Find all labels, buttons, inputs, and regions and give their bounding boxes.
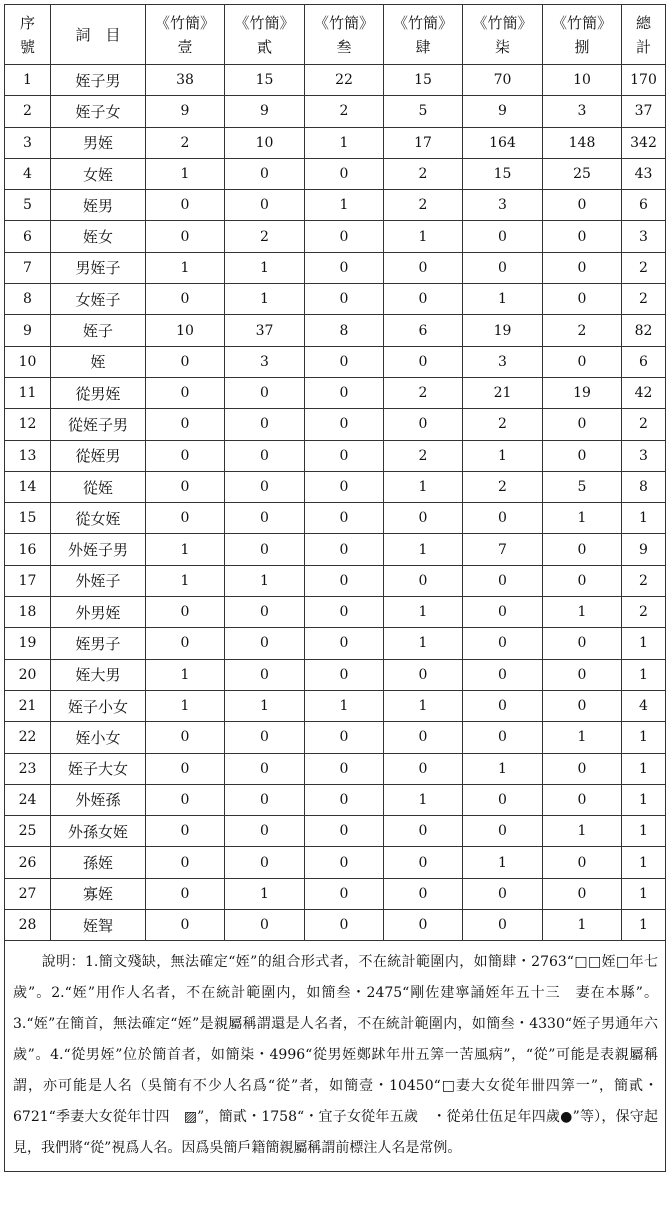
row-count-cell: 3 [463, 190, 543, 221]
row-seq-cell: 3 [5, 127, 51, 158]
row-term-cell: 姪子男 [51, 65, 146, 96]
row-count-cell: 0 [305, 252, 384, 283]
row-count-cell: 1 [225, 565, 305, 596]
row-count-cell: 0 [463, 784, 543, 815]
row-count-cell: 1 [225, 284, 305, 315]
row-count-cell: 0 [146, 377, 225, 408]
row-total-cell: 342 [622, 127, 666, 158]
row-count-cell: 38 [146, 65, 225, 96]
row-term-cell: 姪男子 [51, 628, 146, 659]
row-count-cell: 1 [384, 471, 463, 502]
row-seq-cell: 8 [5, 284, 51, 315]
row-count-cell: 1 [543, 597, 622, 628]
row-count-cell: 0 [305, 346, 384, 377]
table-row [5, 847, 666, 878]
row-count-cell: 0 [543, 409, 622, 440]
row-seq-cell: 12 [5, 409, 51, 440]
row-count-cell: 0 [384, 816, 463, 847]
row-count-cell: 22 [305, 65, 384, 96]
row-count-cell: 9 [146, 96, 225, 127]
row-total-cell: 170 [622, 65, 666, 96]
row-count-cell: 1 [543, 722, 622, 753]
row-count-cell: 0 [146, 597, 225, 628]
row-count-cell: 0 [146, 221, 225, 252]
table-row [5, 65, 666, 96]
row-count-cell: 0 [543, 190, 622, 221]
row-count-cell: 1 [305, 690, 384, 721]
row-count-cell: 0 [225, 847, 305, 878]
row-term-cell: 姪子大女 [51, 753, 146, 784]
table-row [5, 284, 666, 315]
row-count-cell: 1 [384, 534, 463, 565]
row-count-cell: 1 [543, 503, 622, 534]
row-seq-cell: 14 [5, 471, 51, 502]
row-count-cell: 10 [146, 315, 225, 346]
row-count-cell: 0 [543, 628, 622, 659]
row-count-cell: 0 [305, 722, 384, 753]
row-count-cell: 0 [305, 565, 384, 596]
row-total-cell: 1 [622, 503, 666, 534]
row-total-cell: 6 [622, 346, 666, 377]
row-total-cell: 4 [622, 690, 666, 721]
row-term-cell: 從男姪 [51, 377, 146, 408]
table-row [5, 597, 666, 628]
row-term-cell: 姪大男 [51, 659, 146, 690]
row-count-cell: 0 [543, 565, 622, 596]
row-count-cell: 0 [543, 346, 622, 377]
header-seq: 序 號 [5, 5, 51, 65]
row-count-cell: 8 [305, 315, 384, 346]
header-vol-8: 《竹簡》 捌 [543, 5, 622, 65]
row-count-cell: 0 [543, 690, 622, 721]
row-term-cell: 姪男 [51, 190, 146, 221]
row-total-cell: 42 [622, 377, 666, 408]
row-term-cell: 姪聟 [51, 910, 146, 941]
row-count-cell: 1 [225, 690, 305, 721]
table-row [5, 878, 666, 909]
row-count-cell: 1 [146, 565, 225, 596]
row-count-cell: 0 [543, 753, 622, 784]
row-count-cell: 0 [146, 409, 225, 440]
row-total-cell: 1 [622, 628, 666, 659]
row-count-cell: 70 [463, 65, 543, 96]
table-row [5, 910, 666, 941]
row-seq-cell: 17 [5, 565, 51, 596]
row-count-cell: 0 [384, 252, 463, 283]
row-count-cell: 0 [225, 722, 305, 753]
row-count-cell: 0 [305, 471, 384, 502]
row-seq-cell: 13 [5, 440, 51, 471]
row-count-cell: 3 [543, 96, 622, 127]
row-count-cell: 0 [543, 847, 622, 878]
row-count-cell: 0 [225, 409, 305, 440]
row-count-cell: 0 [384, 847, 463, 878]
table-body [5, 65, 666, 941]
row-count-cell: 0 [225, 784, 305, 815]
table-row [5, 221, 666, 252]
header-vol-4: 《竹簡》 肆 [384, 5, 463, 65]
row-term-cell: 外姪子男 [51, 534, 146, 565]
row-count-cell: 0 [225, 440, 305, 471]
row-term-cell: 姪子女 [51, 96, 146, 127]
table-row [5, 377, 666, 408]
table-row [5, 190, 666, 221]
row-count-cell: 10 [225, 127, 305, 158]
row-total-cell: 82 [622, 315, 666, 346]
row-count-cell: 0 [146, 753, 225, 784]
table-row [5, 315, 666, 346]
row-count-cell: 0 [543, 784, 622, 815]
row-count-cell: 0 [543, 440, 622, 471]
row-count-cell: 0 [543, 252, 622, 283]
row-count-cell: 0 [543, 284, 622, 315]
row-seq-cell: 19 [5, 628, 51, 659]
row-count-cell: 0 [463, 878, 543, 909]
row-count-cell: 0 [305, 503, 384, 534]
table-row [5, 565, 666, 596]
row-count-cell: 0 [225, 503, 305, 534]
row-count-cell: 0 [463, 659, 543, 690]
header-row [5, 5, 666, 65]
row-seq-cell: 1 [5, 65, 51, 96]
row-count-cell: 21 [463, 377, 543, 408]
row-count-cell: 0 [305, 847, 384, 878]
row-seq-cell: 2 [5, 96, 51, 127]
row-count-cell: 17 [384, 127, 463, 158]
row-count-cell: 1 [543, 910, 622, 941]
row-count-cell: 0 [225, 753, 305, 784]
row-count-cell: 0 [146, 878, 225, 909]
row-count-cell: 0 [543, 659, 622, 690]
header-vol-7: 《竹簡》 柒 [463, 5, 543, 65]
row-term-cell: 姪子小女 [51, 690, 146, 721]
table-row [5, 690, 666, 721]
table-row [5, 753, 666, 784]
row-count-cell: 0 [225, 628, 305, 659]
row-count-cell: 2 [384, 190, 463, 221]
row-count-cell: 1 [146, 659, 225, 690]
row-term-cell: 外姪孫 [51, 784, 146, 815]
table-row [5, 346, 666, 377]
row-count-cell: 0 [305, 753, 384, 784]
row-count-cell: 2 [543, 315, 622, 346]
row-count-cell: 0 [305, 158, 384, 189]
row-count-cell: 148 [543, 127, 622, 158]
row-seq-cell: 16 [5, 534, 51, 565]
row-total-cell: 1 [622, 910, 666, 941]
row-term-cell: 女姪 [51, 158, 146, 189]
row-term-cell: 姪小女 [51, 722, 146, 753]
table-row [5, 158, 666, 189]
row-count-cell: 0 [225, 534, 305, 565]
row-count-cell: 0 [146, 910, 225, 941]
row-term-cell: 外姪子 [51, 565, 146, 596]
row-count-cell: 6 [384, 315, 463, 346]
row-total-cell: 2 [622, 284, 666, 315]
row-total-cell: 9 [622, 534, 666, 565]
row-seq-cell: 25 [5, 816, 51, 847]
row-seq-cell: 18 [5, 597, 51, 628]
table-row [5, 440, 666, 471]
row-total-cell: 3 [622, 440, 666, 471]
row-term-cell: 男姪 [51, 127, 146, 158]
row-count-cell: 0 [384, 409, 463, 440]
row-seq-cell: 15 [5, 503, 51, 534]
row-count-cell: 0 [463, 503, 543, 534]
row-total-cell: 1 [622, 659, 666, 690]
row-count-cell: 9 [463, 96, 543, 127]
row-count-cell: 0 [384, 753, 463, 784]
row-count-cell: 0 [305, 534, 384, 565]
row-count-cell: 1 [384, 221, 463, 252]
row-total-cell: 1 [622, 847, 666, 878]
row-count-cell: 0 [305, 221, 384, 252]
row-seq-cell: 26 [5, 847, 51, 878]
note-text: 說明：1.簡文殘缺，無法確定“姪”的組合形式者，不在統計範圍内，如簡肆・2763“□□姪□年七歲”。2.“姪”用作人名者，不在統計範圍内，如簡叁・2475“剛佐建寧誦姪年五十三 妻在本縣”。3.“姪”在簡首，無法確定“姪”是親屬稱謂還是人名者，不在統計範圍内，如簡叁・4330“姪子男通年六歲”。4.“從男姪”位於簡首者，如簡柒・4996“從男姪鄭䟣年卅五筭一苦風病”，“從”可能是表親屬稱謂，亦可能是人名（吳簡有不少人名爲“從”者，如簡壹・10450“□妻大女從年卌四筭一”，簡貳・6721“季妻大女從年廿四 ▨”，簡貳・1758“・宜子女從年五歲 ・從弟仕伍足年四歲●”等），保守起見，我們將“從”視爲人名。因爲吳簡戶籍簡親屬稱謂前標注人名是常例。 [13, 954, 658, 1157]
header-vol-2: 《竹簡》 貳 [225, 5, 305, 65]
row-term-cell: 姪 [51, 346, 146, 377]
row-term-cell: 姪子 [51, 315, 146, 346]
row-count-cell: 0 [146, 190, 225, 221]
header-term: 詞 目 [51, 5, 146, 65]
row-count-cell: 0 [225, 471, 305, 502]
table-row [5, 409, 666, 440]
row-count-cell: 0 [305, 440, 384, 471]
row-count-cell: 1 [543, 816, 622, 847]
row-count-cell: 3 [225, 346, 305, 377]
row-count-cell: 0 [225, 659, 305, 690]
row-total-cell: 1 [622, 878, 666, 909]
row-term-cell: 從姪子男 [51, 409, 146, 440]
row-count-cell: 0 [463, 910, 543, 941]
table-row [5, 722, 666, 753]
row-term-cell: 寡姪 [51, 878, 146, 909]
row-count-cell: 0 [463, 565, 543, 596]
row-count-cell: 2 [384, 158, 463, 189]
row-count-cell: 0 [384, 722, 463, 753]
header-vol-1: 《竹簡》 壹 [146, 5, 225, 65]
row-seq-cell: 23 [5, 753, 51, 784]
row-term-cell: 從姪 [51, 471, 146, 502]
row-count-cell: 0 [543, 534, 622, 565]
row-seq-cell: 24 [5, 784, 51, 815]
row-count-cell: 0 [384, 284, 463, 315]
row-count-cell: 0 [146, 440, 225, 471]
header-vol-3: 《竹簡》 叁 [305, 5, 384, 65]
row-count-cell: 19 [543, 377, 622, 408]
table-row [5, 503, 666, 534]
row-count-cell: 0 [305, 284, 384, 315]
row-seq-cell: 11 [5, 377, 51, 408]
row-total-cell: 2 [622, 565, 666, 596]
row-count-cell: 0 [225, 597, 305, 628]
table-row [5, 96, 666, 127]
row-seq-cell: 22 [5, 722, 51, 753]
row-count-cell: 15 [384, 65, 463, 96]
table-row [5, 659, 666, 690]
row-seq-cell: 5 [5, 190, 51, 221]
row-count-cell: 0 [305, 878, 384, 909]
row-count-cell: 0 [146, 346, 225, 377]
row-count-cell: 1 [146, 158, 225, 189]
row-seq-cell: 9 [5, 315, 51, 346]
row-count-cell: 2 [305, 96, 384, 127]
table-row [5, 784, 666, 815]
row-count-cell: 19 [463, 315, 543, 346]
row-count-cell: 0 [384, 503, 463, 534]
row-count-cell: 0 [463, 597, 543, 628]
row-seq-cell: 20 [5, 659, 51, 690]
row-count-cell: 0 [225, 377, 305, 408]
row-count-cell: 0 [463, 722, 543, 753]
table-row [5, 471, 666, 502]
row-term-cell: 外男姪 [51, 597, 146, 628]
kinship-term-table [4, 4, 666, 941]
row-count-cell: 1 [463, 284, 543, 315]
row-count-cell: 0 [543, 221, 622, 252]
row-seq-cell: 7 [5, 252, 51, 283]
row-count-cell: 164 [463, 127, 543, 158]
row-seq-cell: 28 [5, 910, 51, 941]
row-total-cell: 2 [622, 597, 666, 628]
row-total-cell: 8 [622, 471, 666, 502]
row-count-cell: 0 [305, 659, 384, 690]
table-row [5, 127, 666, 158]
row-count-cell: 0 [384, 878, 463, 909]
table-row [5, 534, 666, 565]
row-count-cell: 1 [146, 690, 225, 721]
row-count-cell: 0 [225, 190, 305, 221]
row-count-cell: 0 [305, 816, 384, 847]
table-row [5, 816, 666, 847]
explanatory-note [4, 941, 666, 1172]
row-count-cell: 0 [463, 221, 543, 252]
row-count-cell: 0 [463, 252, 543, 283]
row-total-cell: 6 [622, 190, 666, 221]
row-count-cell: 1 [384, 597, 463, 628]
row-total-cell: 37 [622, 96, 666, 127]
row-count-cell: 0 [384, 910, 463, 941]
row-count-cell: 1 [384, 784, 463, 815]
row-term-cell: 從姪男 [51, 440, 146, 471]
row-count-cell: 0 [225, 158, 305, 189]
row-count-cell: 15 [225, 65, 305, 96]
row-total-cell: 1 [622, 784, 666, 815]
row-count-cell: 0 [146, 847, 225, 878]
row-count-cell: 0 [543, 878, 622, 909]
row-term-cell: 孫姪 [51, 847, 146, 878]
row-count-cell: 0 [146, 722, 225, 753]
row-count-cell: 1 [384, 690, 463, 721]
row-total-cell: 2 [622, 409, 666, 440]
row-seq-cell: 4 [5, 158, 51, 189]
row-count-cell: 9 [225, 96, 305, 127]
row-count-cell: 0 [305, 628, 384, 659]
row-count-cell: 1 [463, 440, 543, 471]
row-seq-cell: 27 [5, 878, 51, 909]
row-seq-cell: 21 [5, 690, 51, 721]
row-count-cell: 37 [225, 315, 305, 346]
row-count-cell: 1 [384, 628, 463, 659]
row-count-cell: 0 [463, 816, 543, 847]
row-count-cell: 2 [463, 409, 543, 440]
row-count-cell: 0 [146, 471, 225, 502]
row-count-cell: 2 [384, 440, 463, 471]
row-count-cell: 1 [146, 534, 225, 565]
row-term-cell: 姪女 [51, 221, 146, 252]
row-count-cell: 3 [463, 346, 543, 377]
row-count-cell: 0 [384, 346, 463, 377]
row-count-cell: 1 [305, 127, 384, 158]
row-count-cell: 25 [543, 158, 622, 189]
row-total-cell: 1 [622, 816, 666, 847]
row-count-cell: 0 [225, 816, 305, 847]
row-count-cell: 0 [146, 284, 225, 315]
row-total-cell: 43 [622, 158, 666, 189]
row-count-cell: 0 [384, 565, 463, 596]
row-seq-cell: 6 [5, 221, 51, 252]
row-seq-cell: 10 [5, 346, 51, 377]
row-count-cell: 0 [225, 910, 305, 941]
row-count-cell: 0 [146, 628, 225, 659]
row-count-cell: 1 [225, 878, 305, 909]
row-count-cell: 0 [384, 659, 463, 690]
table-row [5, 628, 666, 659]
row-count-cell: 0 [305, 910, 384, 941]
row-count-cell: 1 [146, 252, 225, 283]
row-count-cell: 15 [463, 158, 543, 189]
row-term-cell: 外孫女姪 [51, 816, 146, 847]
row-count-cell: 1 [225, 252, 305, 283]
row-count-cell: 0 [146, 816, 225, 847]
row-count-cell: 1 [463, 847, 543, 878]
row-total-cell: 1 [622, 722, 666, 753]
row-count-cell: 2 [463, 471, 543, 502]
header-total: 總 計 [622, 5, 666, 65]
row-term-cell: 男姪子 [51, 252, 146, 283]
row-count-cell: 0 [463, 690, 543, 721]
row-count-cell: 10 [543, 65, 622, 96]
row-count-cell: 2 [146, 127, 225, 158]
table-row [5, 252, 666, 283]
row-count-cell: 0 [463, 628, 543, 659]
row-count-cell: 0 [305, 377, 384, 408]
row-total-cell: 3 [622, 221, 666, 252]
row-term-cell: 從女姪 [51, 503, 146, 534]
row-count-cell: 0 [146, 503, 225, 534]
row-count-cell: 7 [463, 534, 543, 565]
row-count-cell: 0 [146, 784, 225, 815]
row-term-cell: 女姪子 [51, 284, 146, 315]
row-count-cell: 1 [305, 190, 384, 221]
row-count-cell: 1 [463, 753, 543, 784]
page [4, 4, 665, 1172]
row-count-cell: 0 [305, 409, 384, 440]
row-total-cell: 1 [622, 753, 666, 784]
row-count-cell: 5 [543, 471, 622, 502]
row-count-cell: 0 [305, 784, 384, 815]
row-count-cell: 5 [384, 96, 463, 127]
row-total-cell: 2 [622, 252, 666, 283]
row-count-cell: 2 [225, 221, 305, 252]
row-count-cell: 0 [305, 597, 384, 628]
row-count-cell: 2 [384, 377, 463, 408]
